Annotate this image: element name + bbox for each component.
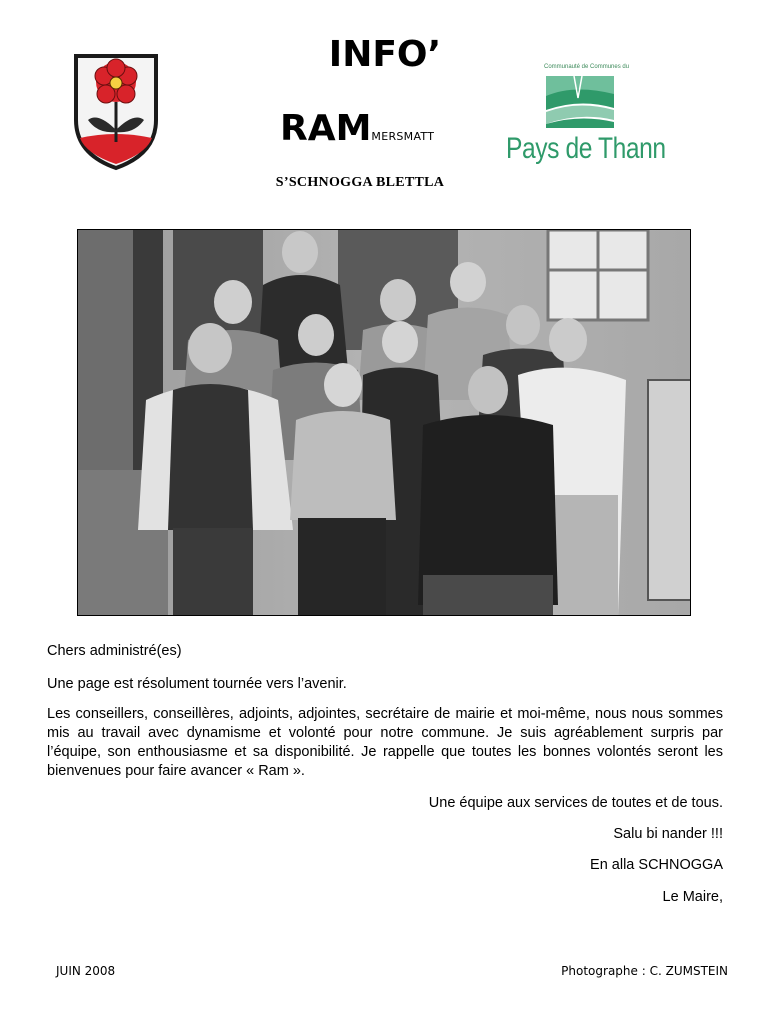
main-paragraph: Les conseillers, conseillères, adjoints, adjointes, secrétaire de mairie et moi-même, nous nous sommes mis au travail avec dynamisme et volonté pour notre commune. Je suis agréablement surpris par l’équipe, son enthousiasme et sa disponibilité. Je rappelle que toutes les bonnes volontés seront les bienvenues pour faire avancer « Ram ». [47,706,723,779]
subtitle: S’SCHNOGGA BLETTLA [275,175,445,190]
greeting: Chers administré(es) [47,643,182,659]
logo-small-text: Communauté de Communes du [544,64,630,70]
intro-line: Une page est résolument tournée vers l’avenir. [47,676,347,692]
group-photo [77,229,691,616]
signature: Le Maire, [662,889,723,905]
closing-line-2: Salu bi nander !!! [613,826,723,842]
footer-date: JUIN 2008 [56,964,116,978]
title-ram: RAM [280,108,372,149]
title-ram-suffix: MERSMATT [371,130,435,143]
footer-photo-credit: Photographe : C. ZUMSTEIN [561,964,728,978]
closing-line-3: En alla SCHNOGGA [590,857,723,873]
closing-line-1: Une équipe aux services de toutes et de tous. [428,795,723,811]
title-rammersmatt [280,108,434,149]
pays-de-thann-logo [506,64,666,176]
title-info: INFO’ [328,34,442,75]
landscape-icon [544,74,616,130]
logo-name: Pays de Thann [506,132,666,165]
